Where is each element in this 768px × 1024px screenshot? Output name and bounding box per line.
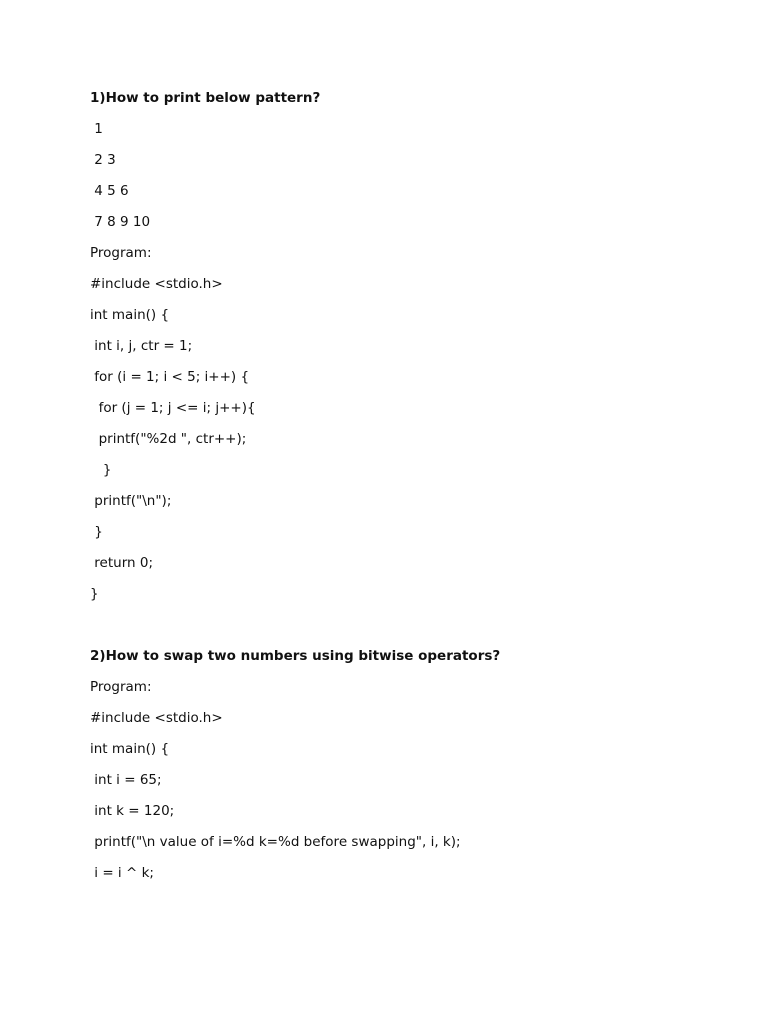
code-line: i = i ^ k; [90,865,154,881]
pattern-line: 4 5 6 [90,183,129,199]
code-line: printf("%2d ", ctr++); [90,431,247,447]
code-line: int i = 65; [90,772,162,788]
program-label: Program: [90,245,152,261]
code-line: int k = 120; [90,803,175,819]
program-label: Program: [90,679,152,695]
code-line: for (i = 1; i < 5; i++) { [90,369,250,385]
code-line: #include <stdio.h> [90,710,223,726]
code-line: } [90,524,103,540]
code-line: int main() { [90,307,170,323]
question-1-heading: 1)How to print below pattern? [90,90,321,106]
code-line: } [90,462,112,478]
code-line: } [90,586,99,602]
code-line: #include <stdio.h> [90,276,223,292]
code-line: printf("\n value of i=%d k=%d before swapping", i, k); [90,834,461,850]
code-line: int main() { [90,741,170,757]
code-line: for (j = 1; j <= i; j++){ [90,400,256,416]
pattern-line: 7 8 9 10 [90,214,151,230]
pattern-line: 1 [90,121,103,137]
question-2-heading: 2)How to swap two numbers using bitwise operators? [90,648,501,664]
code-line: int i, j, ctr = 1; [90,338,193,354]
code-line: return 0; [90,555,153,571]
pattern-line: 2 3 [90,152,116,168]
code-line: printf("\n"); [90,493,172,509]
